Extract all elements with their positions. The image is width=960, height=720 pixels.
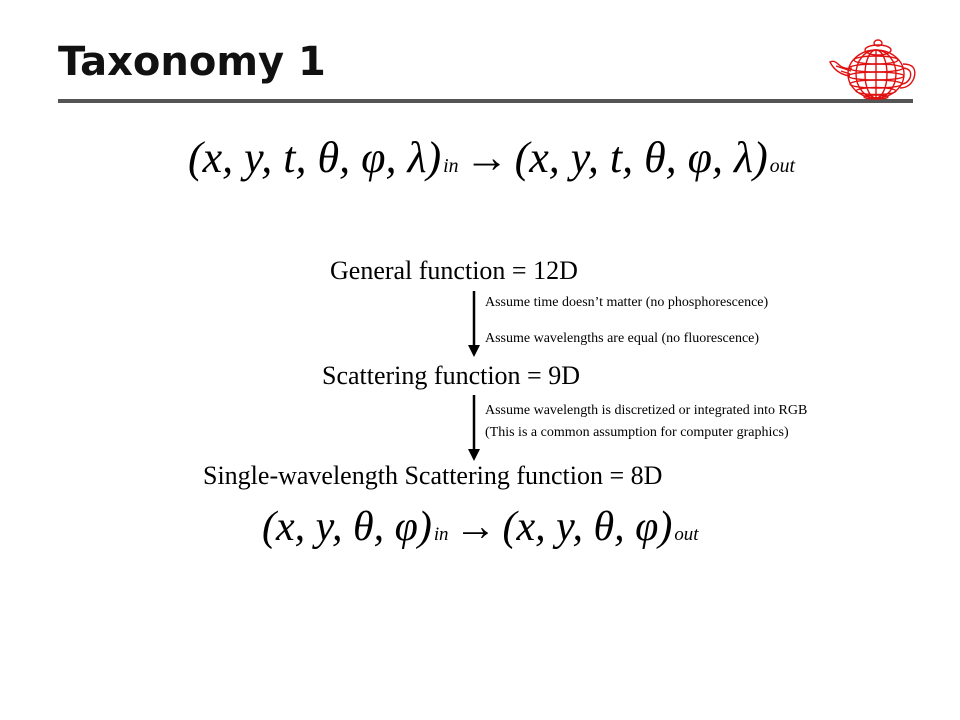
equation-in-variables: (x, y, θ, φ) xyxy=(262,504,432,550)
equation-out-subscript: out xyxy=(769,155,796,177)
note-rgb-assumption: Assume wavelength is discretized or integrated into RGB xyxy=(485,403,808,418)
slide-title: Taxonomy 1 xyxy=(58,39,326,85)
right-arrow-icon: → xyxy=(454,504,497,550)
note-time-assumption: Assume time doesn’t matter (no phosphorescence) xyxy=(485,295,769,310)
level-scattering-function: Scattering function = 9D xyxy=(322,361,580,390)
note-graphics-assumption: (This is a common assumption for computer graphics) xyxy=(485,425,789,440)
title-divider xyxy=(58,99,913,103)
equation-general xyxy=(188,132,795,183)
equation-out-variables: (x, y, t, θ, φ, λ) xyxy=(514,133,768,182)
equation-in-variables: (x, y, t, θ, φ, λ) xyxy=(188,133,442,182)
equation-out-subscript: out xyxy=(674,524,699,545)
down-arrow-icon xyxy=(466,291,482,357)
equation-in-subscript: in xyxy=(433,524,449,545)
equation-in-subscript: in xyxy=(443,155,459,177)
equation-out-variables: (x, y, θ, φ) xyxy=(502,504,673,550)
equation-single-wavelength xyxy=(262,503,698,551)
right-arrow-icon: → xyxy=(464,133,509,182)
teapot-wireframe-icon xyxy=(826,30,918,108)
note-fluorescence-assumption: Assume wavelengths are equal (no fluorescence) xyxy=(485,331,760,346)
down-arrow-icon xyxy=(466,395,482,461)
level-general-function: General function = 12D xyxy=(330,256,578,285)
level-single-wavelength-function: Single-wavelength Scattering function = 8D xyxy=(203,461,663,490)
